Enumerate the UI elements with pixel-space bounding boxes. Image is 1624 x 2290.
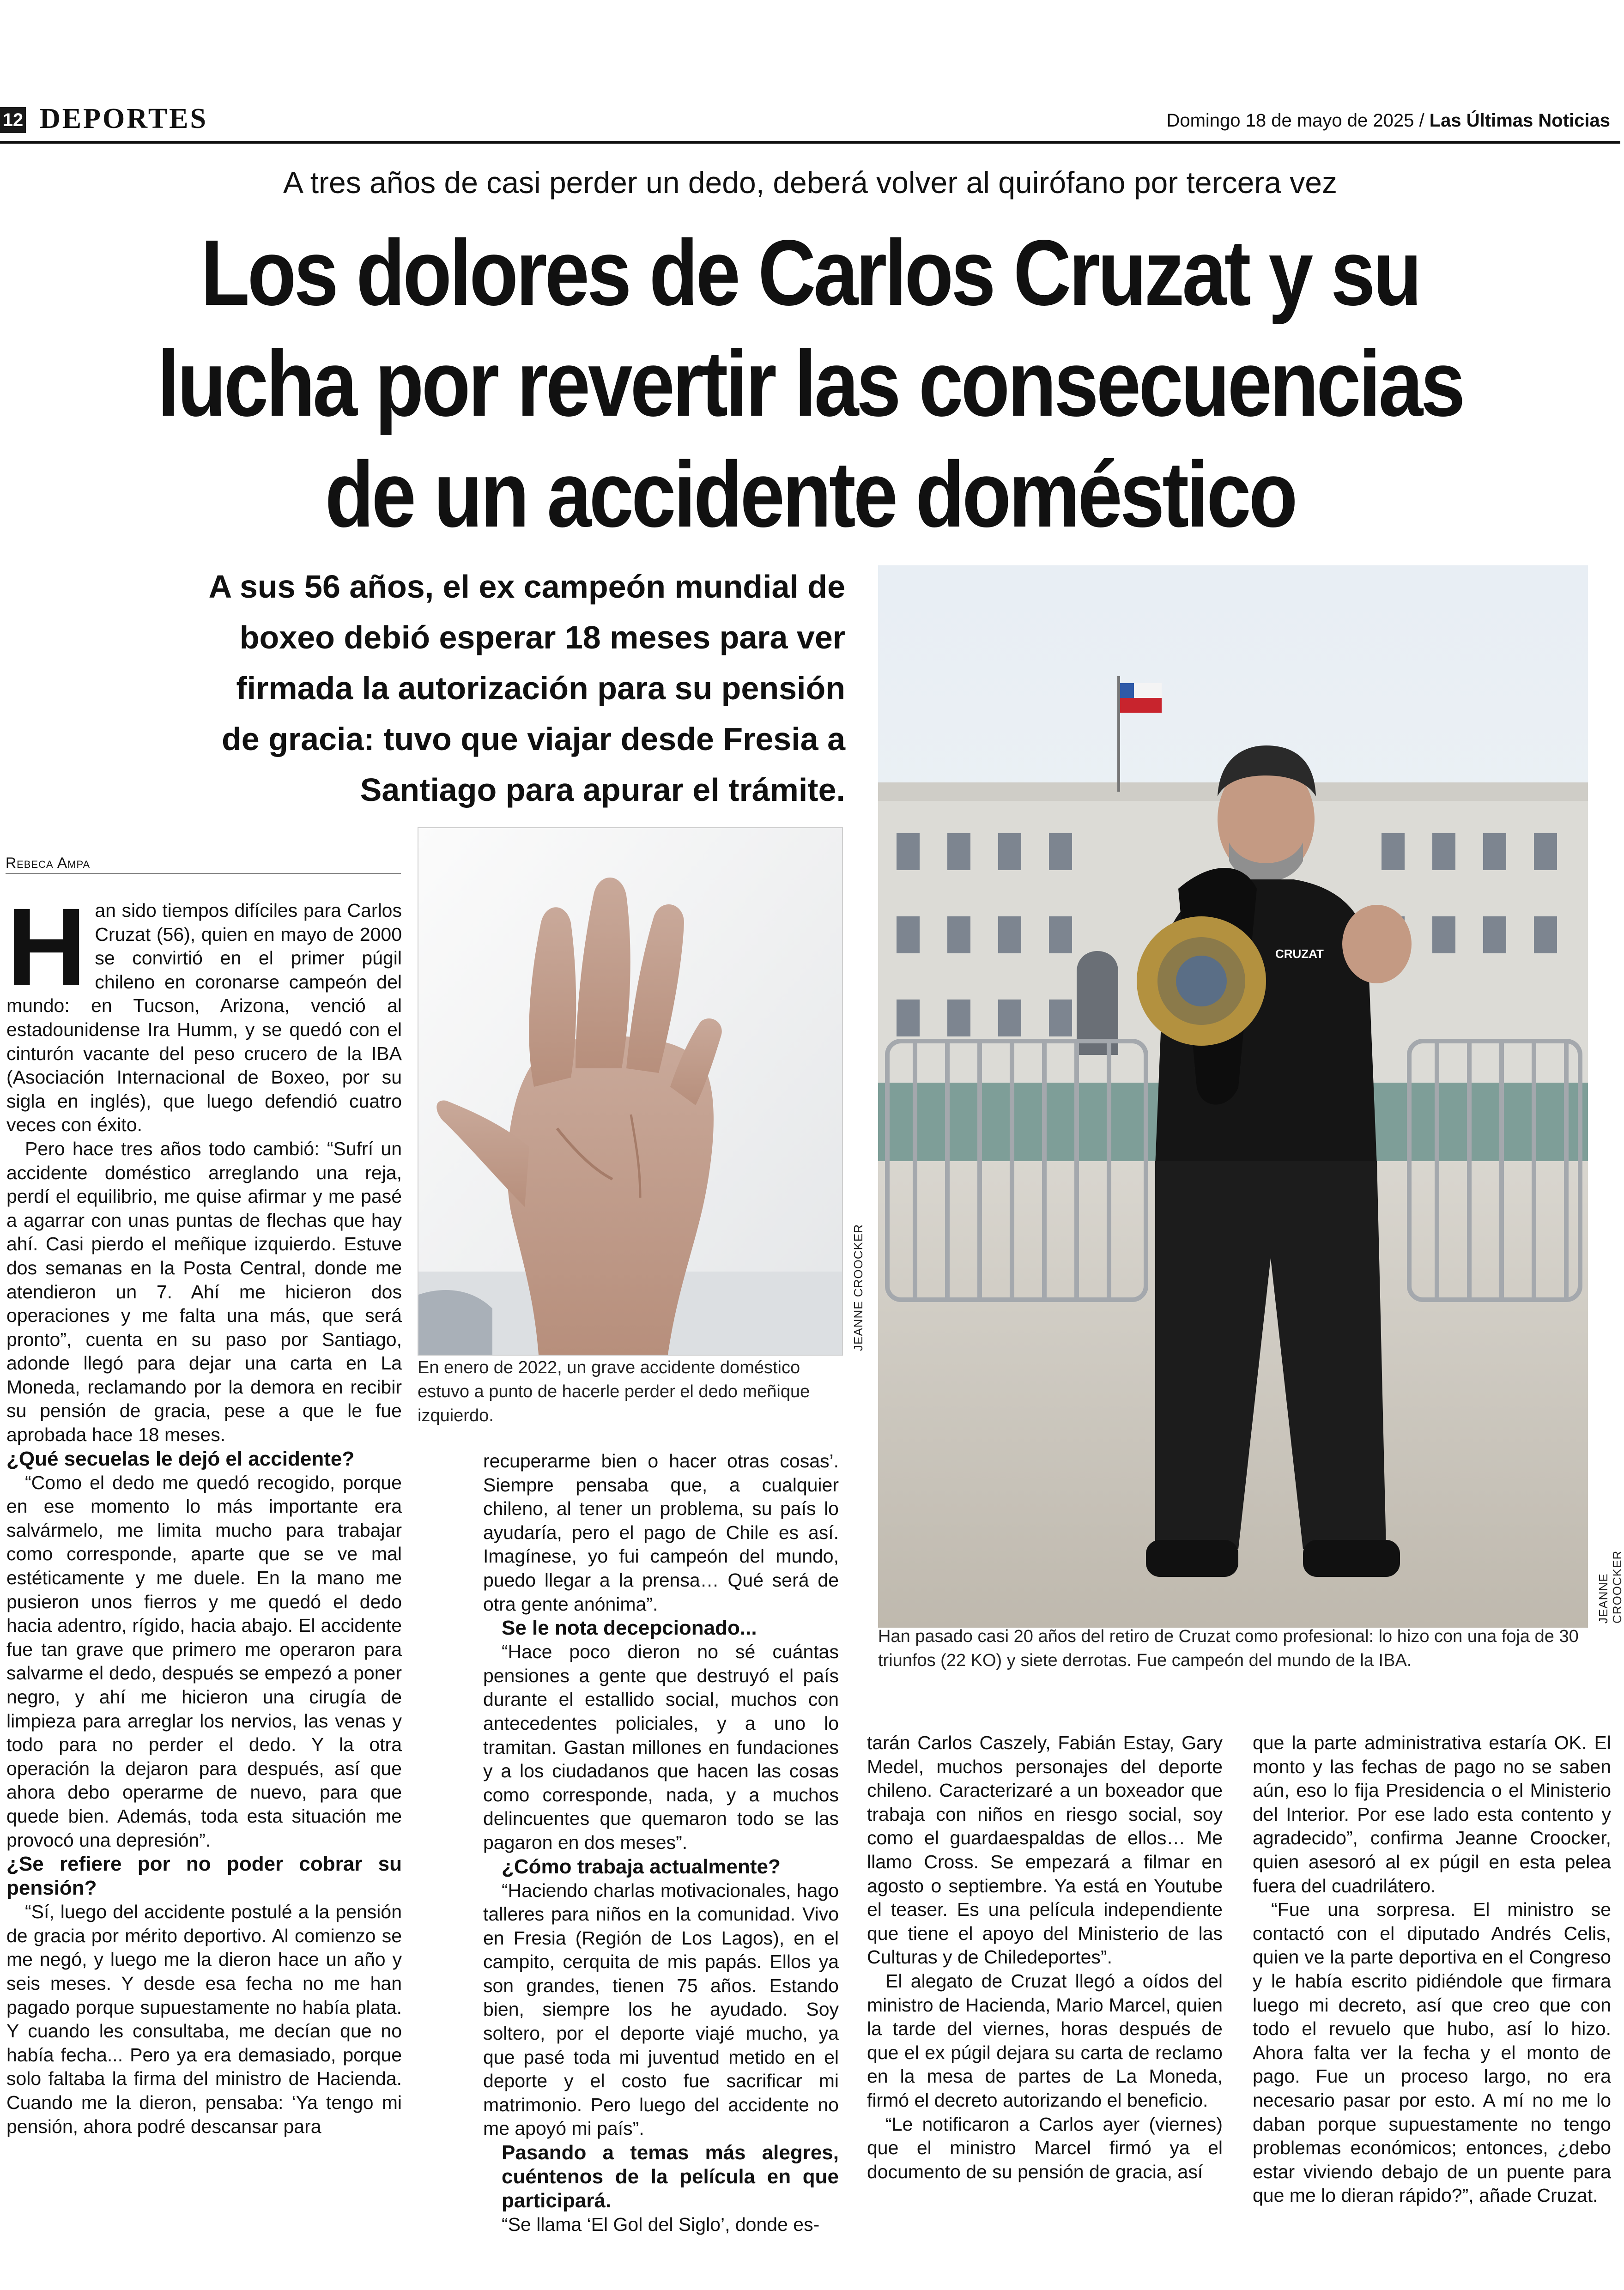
byline: Rebeca Ampa: [6, 854, 91, 871]
interview-question: ¿Se refiere por no poder cobrar su pensión?: [6, 1853, 402, 1900]
article-kicker: A tres años de casi perder un dedo, deberá volver al quirófano por tercera vez: [283, 165, 1338, 200]
photo-caption: En enero de 2022, un grave accidente doméstico estuvo a punto de hacerle perder el dedo meñique izquierdo.: [418, 1358, 810, 1425]
body-paragraph: que la parte administrativa estaría OK. El monto y las fechas de pago no se saben aún, eso lo fija Presidencia o el Ministerio del Interior. Por ese lado esta contento y agradecido”, confirma Jeanne Croocker, quien asesoró al ex púgil en esta pelea fuera del cuadrilátero.: [1253, 1732, 1611, 1896]
interview-question: ¿Qué secuelas le dejó el accidente?: [6, 1447, 355, 1470]
header-separator: /: [1419, 110, 1424, 131]
photo-credit: JEANNE CROOCKER: [1596, 1550, 1624, 1624]
issue-date: Domingo 18 de mayo de 2025: [1166, 110, 1414, 131]
body-paragraph: Pero hace tres años todo cambió: “Sufrí un accidente doméstico arreglando una reja, perdí el equilibrio, me quise afirmar y me pasé a agarrar con unas puntas de flechas que hay ahí. Casi pierdo el meñique izquierdo. Estuve dos semanas en la Posta Central, donde me atendieron un 7. Ahí me hicieron dos operaciones y me falta una más, que será pronto”, cuenta en su paso por Santiago, adonde llegó para dejar una carta en La Moneda, reclamando por la demora en recibir su pensión de gracia, pese a que le fue aprobada hace 18 meses.: [6, 1138, 402, 1446]
byline-rule: [6, 873, 401, 874]
hand-photo: [418, 827, 843, 1356]
body-paragraph: “Sí, luego del accidente postulé a la pensión de gracia por mérito deportivo. Al comienzo se me negó, y luego me la dieron hace un año y seis meses. Y desde esa fecha no me han pagado porque supuestamente no había plata. Y cuando les consultaba, me decían que no había fecha... Pero ya era demasiado, porque solo faltaba la firma del ministro de Hacienda. Cuando me la dieron, pensaba: ‘Ya tengo mi pensión, ahora podré descansar para: [6, 1901, 402, 2137]
body-paragraph: El alegato de Cruzat llegó a oídos del ministro de Hacienda, Mario Marcel, quien la tarde del viernes, horas después de que el ex púgil dejara su carta de reclamo en la mesa de partes de La Moneda, firmó el decreto autorizando el beneficio.: [867, 1970, 1223, 2111]
body-column-3: [867, 1731, 1223, 2184]
header-rule: [0, 141, 1620, 144]
headline: [153, 217, 1467, 550]
section-name: DEPORTES: [40, 103, 208, 134]
body-column-1: [6, 885, 402, 2139]
lead-paragraph: [6, 885, 402, 1137]
cruzat-photo: [878, 565, 1588, 1628]
header-dateline: [1166, 109, 1610, 132]
headline-line: lucha por revertir las consecuencias: [157, 331, 1463, 436]
body-paragraph: “Le notificaron a Carlos ayer (viernes) que el ministro Marcel firmó ya el documento de su pensión de gracia, así: [867, 2113, 1223, 2182]
body-column-4: [1253, 1731, 1611, 2208]
deck-line: Santiago para apurar el trámite.: [360, 772, 845, 808]
interview-question: Se le nota decepcionado...: [502, 1617, 757, 1640]
lead-text: an sido tiempos difíciles para Carlos Cruzat (56), quien en mayo de 2000 se convirtió en el primer púgil chileno en coronarse campeón del mundo: en Tucson, Arizona, venció al estadounidense Ira Humm, y se quedó con el cinturón vacante del peso crucero de la IBA (Asociación Internacional de Boxeo, por su sigla en inglés), que luego defendió cuatro veces con éxito.: [6, 900, 402, 1136]
headline-line: Los dolores de Carlos Cruzat y su: [200, 220, 1420, 325]
drop-cap: H: [6, 885, 87, 1009]
interview-question: ¿Cómo trabaja actualmente?: [502, 1855, 781, 1878]
body-paragraph: “Haciendo charlas motivacionales, hago talleres para niños en la comunidad. Vivo en Fresia (Región de Los Lagos), en el campito, cerquita de mis papás. Ellos ya son grandes, tienen 75 años. Estando bien, siempre los he ayudado. Soy soltero, por el deporte viajé mucho, ya que pasé toda mi juventud metido en el deporte y el costo fue sacrificar mi matrimonio. Pero luego del accidente no me apoyó mi país”.: [483, 1879, 839, 2139]
deck-line: firmada la autorización para su pensión: [236, 670, 845, 706]
body-paragraph: “Como el dedo me quedó recogido, porque en ese momento lo más importante era salvármelo, me limita mucho para trabajar como corresponde, aparte que se ve mal estéticamente y me duele. En la mano me pusieron unos fierros y me quedó el dedo hacia adentro, rígido, hacia abajo. El accidente fue tan grave que primero me operaron para salvarme el dedo, después se empezó a poner negro, y ahí me hicieron una cirugía de limpieza para arreglar los nervios, las venas y todo para no perder el dedo. Y la otra operación la dejaron para después, así que ahora debo operarme de nuevo, para que quede bien. Además, toda esta situación me provocó una depresión”.: [6, 1472, 402, 1851]
newspaper-name: Las Últimas Noticias: [1429, 110, 1610, 131]
body-column-2: [483, 1449, 839, 2237]
article-deck: [120, 561, 845, 815]
shirt-text: CRUZAT: [1275, 947, 1324, 961]
body-paragraph: tarán Carlos Caszely, Fabián Estay, Gary Medel, muchos personajes del deporte chileno. Caracterizaré a un boxeador que trabaja con niños en riesgo social, soy como el guardaespaldas de ellos… Me llamo Cross. Se empezará a filmar en agosto o septiembre. Ya está en Youtube el teaser. Es una película independiente que tiene el apoyo del Ministerio de las Culturas y de Chiledeportes”.: [867, 1732, 1223, 1968]
deck-line: de gracia: tuvo que viajar desde Fresia a: [222, 721, 845, 757]
body-paragraph: “Se llama ‘El Gol del Siglo’, donde es-: [502, 2214, 820, 2235]
photo-credit: JEANNE CROOCKER: [851, 1224, 865, 1351]
headline-line: de un accidente doméstico: [325, 442, 1296, 546]
deck-line: boxeo debió esperar 18 meses para ver: [239, 619, 845, 655]
page-number: 12: [0, 107, 26, 133]
interview-question: Pasando a temas más alegres, cuéntenos de la película en que participará.: [502, 2141, 839, 2212]
deck-line: A sus 56 años, el ex campeón mundial de: [208, 569, 845, 605]
photo-caption: Han pasado casi 20 años del retiro de Cruzat como profesional: lo hizo con una foja de 30 triunfos (22 KO) y siete derrotas. Fue campeón del mundo de la IBA.: [878, 1627, 1579, 1670]
body-paragraph: “Hace poco dieron no sé cuántas pensiones a gente que destruyó el país durante el estallido social, muchos con antecedentes policiales, y a uno lo tramitan. Gastan millones en fundaciones y a los ciudadanos que hacen las cosas como corresponde, nada, y a muchos delincuentes que quemaron todo se las pagaron en dos meses”.: [483, 1641, 839, 1853]
body-paragraph: “Fue una sorpresa. El ministro se contactó con el diputado Andrés Celis, quien ve la parte deportiva en el Congreso y le había escrito pidiéndole que firmara luego mi decreto, así que creo que con todo el revuelo que hubo, así lo hizo. Ahora falta ver la fecha y el monto de pago. Fue un proceso largo, no era necesario pasar por esto. A mí no me lo daban porque supuestamente no tengo problemas económicos; entonces, ¿debo estar viviendo debajo de un puente para que me lo dieran rápido?”, añade Cruzat.: [1253, 1899, 1611, 2206]
body-paragraph: recuperarme bien o hacer otras cosas’. Siempre pensaba que, a cualquier chileno, al tener un problema, su país lo ayudaría, pero el pago de Chile es así. Imagínese, yo fui campeón del mundo, puedo llegar a la prensa… Qué será de otra gente anónima”.: [483, 1450, 839, 1615]
